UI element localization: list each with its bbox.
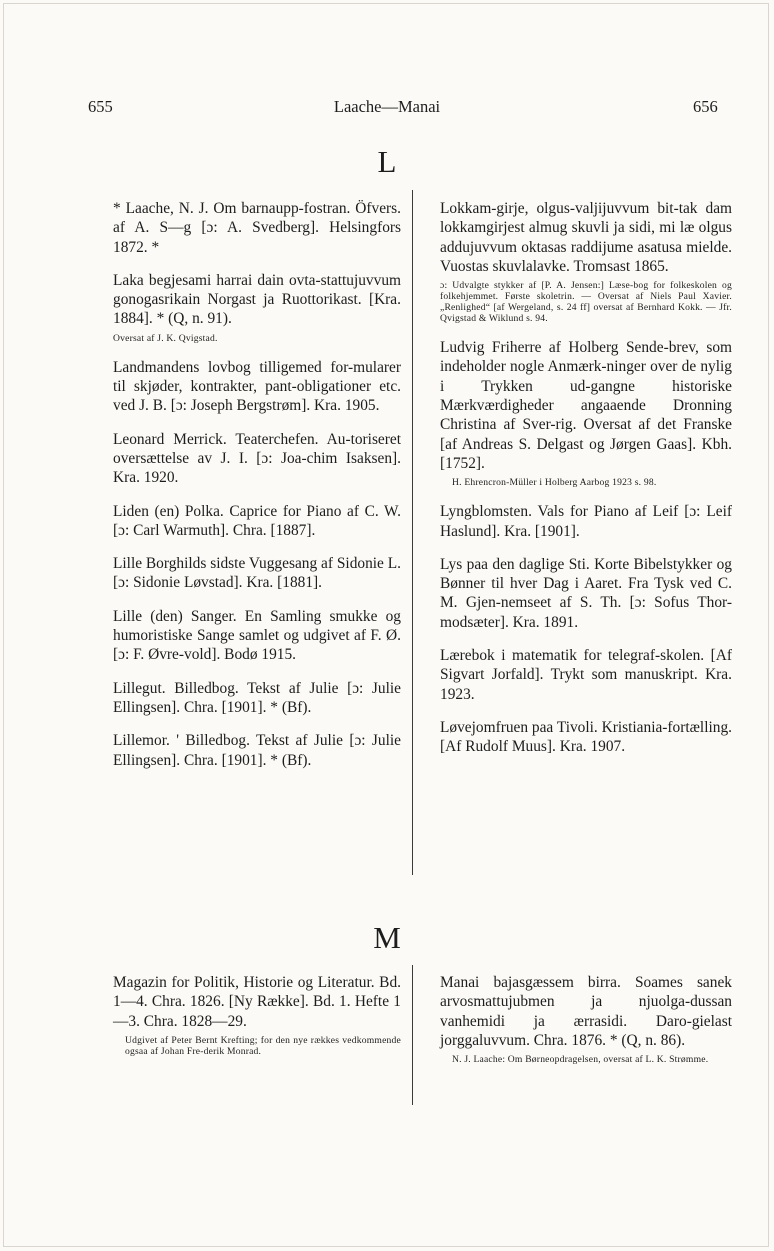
entry-text: Lærebok i matematik for telegraf-skolen. [Af Sigvart Jorfald]. Trykt som manuskript. Kra. 1923. [440, 647, 732, 703]
entry-text: Lille Borghilds sidste Vuggesang af Sidonie L. [ɔ: Sidonie Løvstad]. Kra. [1881]. [113, 555, 401, 592]
entry [440, 338, 732, 488]
entry-text: Lokkam-girje, olgus-valjijuvvum bit-tak dam lokkamgirjest almug skuvli ja sidi, mi læ olgus addujuvvum oktasas raddijume asatusa mielde. Vuostas skuvlalavke. Tromsast 1865. [440, 200, 732, 275]
entry-note: Oversat af J. K. Qvigstad. [113, 332, 218, 344]
section-m-left-column [113, 973, 401, 1071]
entry-text: Leonard Merrick. Teaterchefen. Au-toriseret oversættelse av J. I. [ɔ: Joa-chim Isaksen]. Kra. 1920. [113, 430, 401, 487]
entry [113, 430, 401, 488]
entry [440, 646, 732, 704]
section-l-left-column [113, 199, 401, 784]
entry-text: Lille (den) Sanger. En Samling smukke og humoristiske Sange samlet og udgivet af F. Ø. [ɔ: F. Øvre-vold]. Bodø 1915. [113, 607, 401, 664]
entry-note: N. J. Laache: Om Børneopdragelsen, oversat af L. K. Strømme. [452, 1054, 709, 1066]
column-rule-m [412, 965, 413, 1105]
section-letter-m: M [373, 920, 401, 955]
entry [113, 731, 401, 770]
entry-text: Laka begjesami harrai dain ovta-stattujuvvum gonogasrikain Norgast ja Ruottorikast. [Kra. 1884]. * (Q, n. 91). [113, 271, 401, 328]
entry [440, 718, 732, 757]
entry-note: Udgivet af Peter Bernt Krefting; for den nye rækkes vedkommende ogsaa af Johan Fre-derik Monrad. [125, 1034, 401, 1057]
entry [113, 271, 401, 344]
section-l-right-column [440, 199, 732, 771]
entry-text: Lillemor. ' Billedbog. Tekst af Julie [ɔ: Julie Ellingsen]. Chra. [1901]. * (Bf). [113, 732, 401, 769]
entry-text: * Laache, N. J. Om barnaupp-fostran. Öfvers. af A. S—g [ɔ: A. Svedberg]. Helsingfors 1872. * [113, 200, 401, 256]
entry-text: Ludvig Friherre af Holberg Sende-brev, som indeholder nogle Anmærk-ninger over de nylig i Trykken ud-gangne historiske Mærkværdigheder angaaende Dronning Christina af Sver-rig. Oversat af det Franske [af Andreas S. Delgast og Jørgen Gaas]. Kbh. [1752]. [440, 339, 732, 472]
entry [113, 607, 401, 665]
entry-text: Lillegut. Billedbog. Tekst af Julie [ɔ: Julie Ellingsen]. Chra. [1901]. * (Bf). [113, 679, 401, 716]
entry-text: Liden (en) Polka. Caprice for Piano af C. W. [ɔ: Carl Warmuth]. Chra. [1887]. [113, 502, 401, 539]
entry-text: Løvejomfruen paa Tivoli. Kristiania-fortælling. [Af Rudolf Muus]. Kra. 1907. [440, 718, 732, 756]
entry [440, 973, 732, 1065]
entry [113, 679, 401, 718]
entry [113, 973, 401, 1057]
section-letter-l: L [377, 144, 397, 179]
entry [113, 199, 401, 257]
entry-text: Landmandens lovbog tilligemed for-mularer til skjøder, kontrakter, pant-obligationer etc. ved J. B. [ɔ: Joseph Bergstrøm]. Kra. 1905. [113, 358, 401, 415]
entry-text: Lyngblomsten. Vals for Piano af Leif [ɔ: Leif Haslund]. Kra. [1901]. [440, 503, 732, 540]
entry [440, 502, 732, 541]
entry [113, 554, 401, 593]
page-number-left: 655 [88, 97, 113, 116]
entry [113, 358, 401, 416]
section-m-right-column [440, 973, 732, 1079]
running-title: Laache—Manai [333, 97, 441, 116]
page-number-right: 656 [693, 97, 718, 116]
column-rule-l [412, 190, 413, 875]
entry-text: Manai bajasgæssem birra. Soames sanek arvosmattujubmen ja njuolga-dussan vanhemidi ja ærrasidi. Daro-gielast jorggaluvvum. Chra. 1876. * (Q, n. 86). [440, 974, 732, 1049]
entry [440, 555, 732, 632]
entry-note: ɔ: Udvalgte stykker af [P. A. Jensen:] Læse-bog for folkeskolen og folkehjemmet. Første skoletrin. — Oversat af Niels Paul Xavier. „Renlighed“ [af Wergeland, s. 24 ff] oversat af Bernhard Kokk. — Jfr. Qvigstad & Wiklund s. 94. [440, 280, 732, 325]
entry [440, 199, 732, 324]
entry [113, 502, 401, 541]
entry-text: Magazin for Politik, Historie og Literatur. Bd. 1—4. Chra. 1826. [Ny Række]. Bd. 1. Hefte 1—3. Chra. 1828—29. [113, 974, 401, 1030]
entry-note: H. Ehrencron-Müller i Holberg Aarbog 1923 s. 98. [452, 477, 657, 489]
entry-text: Lys paa den daglige Sti. Korte Bibelstykker og Bønner til hver Dag i Aaret. Fra Tysk ved C. M. Gjen-nemseet af S. Th. [ɔ: Sofus Thor-modsæter]. Kra. 1891. [440, 555, 732, 631]
